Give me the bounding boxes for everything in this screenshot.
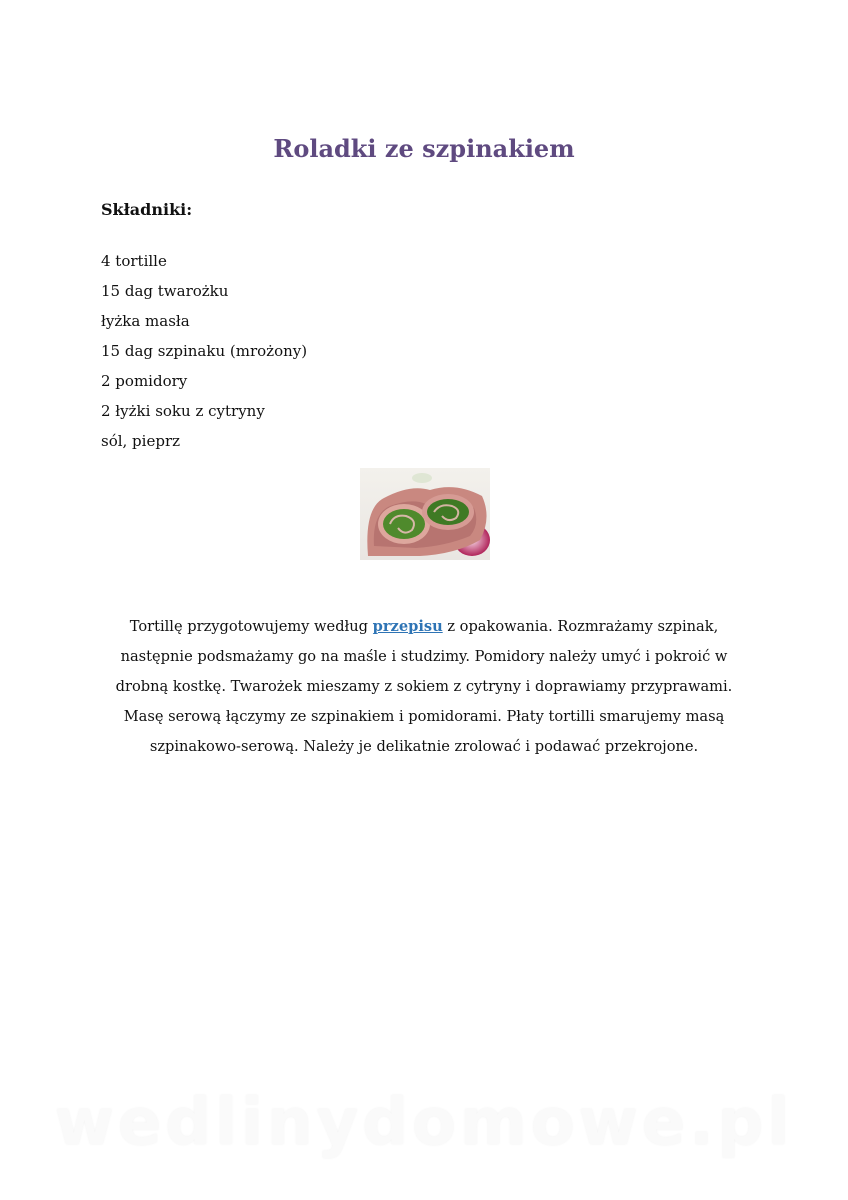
watermark: wedlinydomowe.pl	[54, 1086, 794, 1160]
spinach-roll-photo	[360, 468, 490, 560]
ingredient-item: 2 łyżki soku z cytryny	[101, 402, 265, 420]
instructions-paragraph	[110, 612, 738, 762]
ingredients-heading: Składniki:	[101, 200, 193, 219]
ingredient-item: 2 pomidory	[101, 372, 188, 390]
page-title: Roladki ze szpinakiem	[273, 134, 575, 163]
ingredients-list	[101, 250, 307, 460]
ingredient-item: sól, pieprz	[101, 432, 181, 450]
instructions-text-end: z opakowania. Rozmrażamy szpinak, następnie podsmażamy go na maśle i studzimy. Pomidory należy umyć i pokroić w drobną kostkę. Twarożek mieszamy z sokiem z cytryny i doprawiamy przyprawami. Masę serową łączymy ze szpinakiem i pomidorami. Płaty tortilli smarujemy masą szpinakowo-serową. Należy je delikatnie zrolować i podawać przekrojone.	[115, 618, 733, 755]
recipe-link[interactable]: przepisu	[372, 618, 443, 635]
ingredient-item: 15 dag twarożku	[101, 282, 229, 300]
ingredient-item: 15 dag szpinaku (mrożony)	[101, 342, 308, 360]
ingredient-item: 4 tortille	[101, 252, 167, 270]
instructions-text-start: Tortillę przygotowujemy według	[129, 618, 373, 635]
ingredient-item: łyżka masła	[101, 312, 190, 330]
